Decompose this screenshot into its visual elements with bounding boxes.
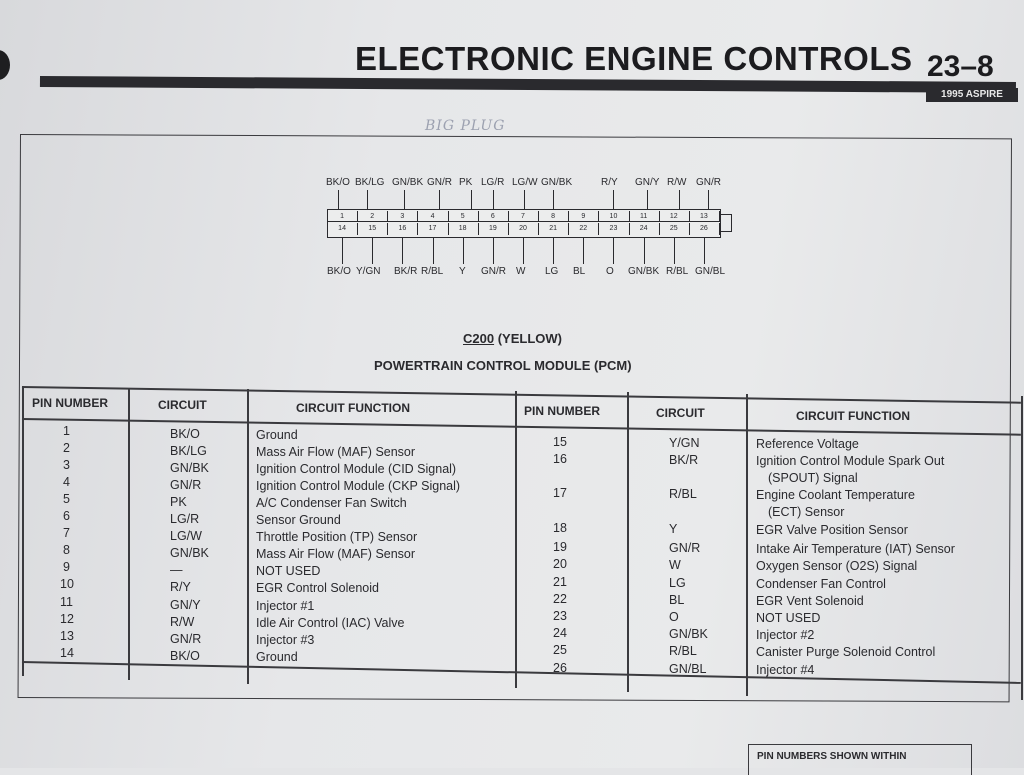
table-cell-pin: 7 xyxy=(63,526,70,541)
table-cell-pin: 1 xyxy=(63,424,70,438)
table-column-border xyxy=(746,394,748,696)
connector-pin-top: 6 xyxy=(478,211,509,222)
table-cell-pin: 3 xyxy=(63,458,70,473)
table-cell-circuit: O xyxy=(669,610,679,624)
table-cell-pin: 20 xyxy=(553,557,567,571)
table-column-border xyxy=(627,392,629,692)
table-cell-pin: 2 xyxy=(63,441,70,456)
table-cell-pin: 26 xyxy=(553,661,567,675)
table-cell-pin: 24 xyxy=(553,626,567,640)
connector-lead-line xyxy=(644,238,645,264)
connector-pin-top: 13 xyxy=(689,211,720,222)
table-cell-pin: 18 xyxy=(553,521,567,535)
table-cell-function: Idle Air Control (IAC) Valve xyxy=(256,615,405,630)
connector-lead-line xyxy=(439,190,440,209)
connector-lead-line xyxy=(402,238,403,264)
table-cell-pin: 8 xyxy=(63,543,70,558)
table-cell-function: Mass Air Flow (MAF) Sensor xyxy=(256,445,416,460)
table-cell-function: Ignition Control Module Spark Out xyxy=(756,454,945,468)
connector-bottom-label: BK/R xyxy=(394,266,418,277)
connector-pin-bottom: 17 xyxy=(417,223,448,235)
connector-lead-line xyxy=(524,190,525,209)
table-column-border xyxy=(515,391,517,688)
table-cell-circuit: R/BL xyxy=(669,644,697,658)
table-cell-circuit: GN/BK xyxy=(170,461,209,476)
connector-lead-line xyxy=(708,190,709,209)
table-cell-circuit: BK/R xyxy=(669,453,699,467)
table-cell-circuit: BK/O xyxy=(170,427,200,441)
connector-lead-line xyxy=(613,190,614,209)
module-name: POWERTRAIN CONTROL MODULE (PCM) xyxy=(374,358,632,373)
table-cell-pin: 13 xyxy=(60,628,74,643)
table-cell-pin: 17 xyxy=(553,486,567,500)
connector-top-label: BK/LG xyxy=(355,177,385,188)
connector-pin-top: 4 xyxy=(417,211,448,222)
connector-bottom-label: R/BL xyxy=(421,266,444,277)
table-cell-pin: 14 xyxy=(60,645,74,660)
connector-lead-line xyxy=(367,190,368,209)
table-cell-pin: 12 xyxy=(60,611,74,626)
connector-pin-top: 12 xyxy=(659,211,690,222)
table-cell-circuit: GN/R xyxy=(170,478,202,493)
connector-pin-top: 7 xyxy=(508,211,539,222)
table-cell-pin: 22 xyxy=(553,592,567,606)
connector-bottom-label: GN/BL xyxy=(695,266,726,277)
connector-bottom-label: R/BL xyxy=(666,266,689,277)
connector-pin-bottom: 15 xyxy=(357,223,388,235)
table-cell-function: Injector #2 xyxy=(756,628,815,642)
table-cell-circuit: GN/BL xyxy=(669,662,707,676)
table-cell-function: Injector #3 xyxy=(256,632,315,647)
connector-top-label: GN/R xyxy=(427,177,452,188)
table-cell-circuit: R/Y xyxy=(170,580,191,595)
connector-bottom-label: BL xyxy=(573,266,586,277)
connector-pin-bottom: 24 xyxy=(629,223,660,235)
connector-pin-top: 2 xyxy=(357,211,388,222)
connector-top-label: LG/R xyxy=(481,177,505,188)
table-header-cell: CIRCUIT FUNCTION xyxy=(296,401,410,415)
table-cell-pin: 23 xyxy=(553,609,567,623)
table-cell-function: Condenser Fan Control xyxy=(756,577,886,591)
connector-pin-bottom: 25 xyxy=(659,223,690,235)
table-cell-circuit: Y/GN xyxy=(669,436,700,450)
connector-lead-line xyxy=(674,238,675,264)
connector-name: C200 xyxy=(463,331,495,346)
connector-bottom-label: GN/R xyxy=(481,266,506,277)
connector-top-label: GN/Y xyxy=(635,177,660,188)
connector-key xyxy=(719,214,732,232)
table-header-cell: CIRCUIT FUNCTION xyxy=(796,409,910,423)
table-cell-circuit: BL xyxy=(669,593,685,607)
connector-pin-top: 9 xyxy=(568,211,599,222)
table-cell-function: EGR Control Solenoid xyxy=(256,581,379,596)
table-cell-circuit: LG xyxy=(669,576,686,590)
table-header-cell: CIRCUIT xyxy=(656,406,705,420)
table-cell-circuit: W xyxy=(669,558,681,572)
connector-lead-line xyxy=(338,190,339,209)
table-column-border xyxy=(247,389,249,684)
table-header-cell: PIN NUMBER xyxy=(32,396,109,410)
table-cell-pin: 11 xyxy=(60,594,73,609)
table-cell-circuit: R/BL xyxy=(669,487,697,501)
table-cell-circuit: GN/Y xyxy=(170,597,201,612)
table-cell-function: Engine Coolant Temperature xyxy=(756,488,915,502)
table-cell-pin: 21 xyxy=(553,575,567,589)
table-cell-function: A/C Condenser Fan Switch xyxy=(256,496,407,511)
connector-top-label: LG/W xyxy=(512,177,538,188)
table-cell-function: Ignition Control Module (CKP Signal) xyxy=(256,479,461,494)
table-cell-function: NOT USED xyxy=(756,611,821,625)
table-cell-function: Intake Air Temperature (IAT) Sensor xyxy=(756,542,955,556)
connector-bottom-label: BK/O xyxy=(327,266,351,277)
table-cell-pin: 6 xyxy=(63,509,70,524)
table-cell-circuit: GN/R xyxy=(170,631,202,646)
table-cell-pin: 25 xyxy=(553,643,567,657)
model-year-tag: 1995 ASPIRE xyxy=(926,88,1018,102)
pin-note-text: PIN NUMBERS SHOWN WITHIN xyxy=(757,751,907,762)
table-column-border xyxy=(128,388,130,680)
connector-lead-line xyxy=(404,190,405,209)
page-title: ELECTRONIC ENGINE CONTROLS xyxy=(355,40,913,77)
table-cell-function: Ground xyxy=(256,649,298,664)
table-cell-function: Ignition Control Module (CID Signal) xyxy=(256,462,457,477)
connector-top-label: GN/BK xyxy=(392,177,424,188)
table-cell-function: Ground xyxy=(256,428,298,442)
connector-lead-line xyxy=(523,238,524,264)
table-cell-function: Mass Air Flow (MAF) Sensor xyxy=(256,547,416,562)
connector-lead-line xyxy=(493,190,494,209)
connector-title xyxy=(463,331,562,346)
page-number: 23–8 xyxy=(927,50,994,83)
table-cell-function: Sensor Ground xyxy=(256,513,341,528)
connector-top-label: BK/O xyxy=(326,177,350,188)
connector-pin-top: 1 xyxy=(327,211,358,222)
table-cell-function-cont: (ECT) Sensor xyxy=(768,505,845,519)
connector-bottom-label: O xyxy=(606,266,614,277)
connector-lead-line xyxy=(493,238,494,264)
table-cell-pin: 5 xyxy=(63,492,70,507)
connector-bottom-label: Y xyxy=(459,266,466,277)
table-cell-pin: 4 xyxy=(63,475,70,490)
connector-top-label: PK xyxy=(459,177,473,188)
table-cell-circuit: Y xyxy=(669,522,678,536)
connector-color: (YELLOW) xyxy=(497,331,562,346)
table-cell-pin: 19 xyxy=(553,540,567,554)
table-cell-circuit: PK xyxy=(170,495,187,510)
connector-lead-line xyxy=(342,238,343,264)
connector-pin-bottom: 23 xyxy=(598,223,629,235)
table-cell-function: Reference Voltage xyxy=(756,437,859,451)
connector-lead-line xyxy=(583,238,584,264)
table-cell-circuit: BK/LG xyxy=(170,444,207,459)
table-column-border xyxy=(1021,396,1023,700)
connector-pin-bottom: 21 xyxy=(538,223,569,235)
table-cell-function-cont: (SPOUT) Signal xyxy=(768,471,858,485)
connector-bottom-label: Y/GN xyxy=(356,266,381,277)
table-cell-function: Oxygen Sensor (O2S) Signal xyxy=(756,559,918,573)
table-cell-function: Injector #1 xyxy=(256,598,315,613)
table-cell-circuit: GN/BK xyxy=(170,546,209,561)
table-cell-circuit: LG/W xyxy=(170,529,202,544)
handwritten-note: BIG PLUG xyxy=(425,118,506,134)
table-cell-function: Canister Purge Solenoid Control xyxy=(756,645,936,659)
table-header-cell: PIN NUMBER xyxy=(524,404,601,418)
connector-lead-line xyxy=(647,190,648,209)
connector-lead-line xyxy=(433,238,434,264)
table-cell-function: Throttle Position (TP) Sensor xyxy=(256,530,418,545)
connector-pin-top: 5 xyxy=(448,211,479,222)
connector-pin-bottom: 20 xyxy=(508,223,539,235)
table-column-border xyxy=(22,386,24,676)
connector-top-label: R/W xyxy=(667,177,687,188)
table-header-cell: CIRCUIT xyxy=(158,398,207,412)
connector-pin-top: 3 xyxy=(387,211,418,222)
table-cell-circuit: GN/BK xyxy=(669,627,708,641)
connector-lead-line xyxy=(553,190,554,209)
connector-pin-top: 11 xyxy=(629,211,660,222)
connector-bottom-label: GN/BK xyxy=(628,266,660,277)
table-cell-circuit: GN/R xyxy=(669,541,701,555)
table-cell-pin: 10 xyxy=(60,577,74,592)
connector-bottom-label: W xyxy=(516,266,526,277)
connector-lead-line xyxy=(613,238,614,264)
connector-top-label: R/Y xyxy=(601,177,618,188)
connector-pin-bottom: 18 xyxy=(448,223,479,235)
connector-top-label: GN/BK xyxy=(541,177,573,188)
connector-bottom-label: LG xyxy=(545,266,559,277)
connector-pin-bottom: 14 xyxy=(327,223,358,235)
table-cell-pin: 9 xyxy=(63,560,70,575)
table-cell-circuit: — xyxy=(170,563,183,578)
table-cell-function: Injector #4 xyxy=(756,663,815,677)
connector-lead-line xyxy=(704,238,705,264)
table-cell-pin: 16 xyxy=(553,452,567,466)
table-cell-function: NOT USED xyxy=(256,564,321,579)
connector-lead-line xyxy=(372,238,373,264)
table-cell-circuit: BK/O xyxy=(170,648,200,663)
table-cell-pin: 15 xyxy=(553,435,567,449)
connector-lead-line xyxy=(679,190,680,209)
table-cell-circuit: R/W xyxy=(170,614,195,629)
table-cell-function: EGR Valve Position Sensor xyxy=(756,523,908,537)
connector-pin-bottom: 26 xyxy=(689,223,720,235)
pin-note-box xyxy=(748,744,972,775)
connector-lead-line xyxy=(463,238,464,264)
table-cell-function: EGR Vent Solenoid xyxy=(756,594,864,608)
connector-lead-line xyxy=(553,238,554,264)
connector-pin-bottom: 19 xyxy=(478,223,509,235)
table-cell-circuit: LG/R xyxy=(170,512,200,527)
connector-top-label: GN/R xyxy=(696,177,721,188)
connector-lead-line xyxy=(471,190,472,209)
connector-pin-top: 8 xyxy=(538,211,569,222)
connector-pin-top: 10 xyxy=(598,211,629,222)
connector-pin-bottom: 16 xyxy=(387,223,418,235)
connector-pin-bottom: 22 xyxy=(568,223,599,235)
